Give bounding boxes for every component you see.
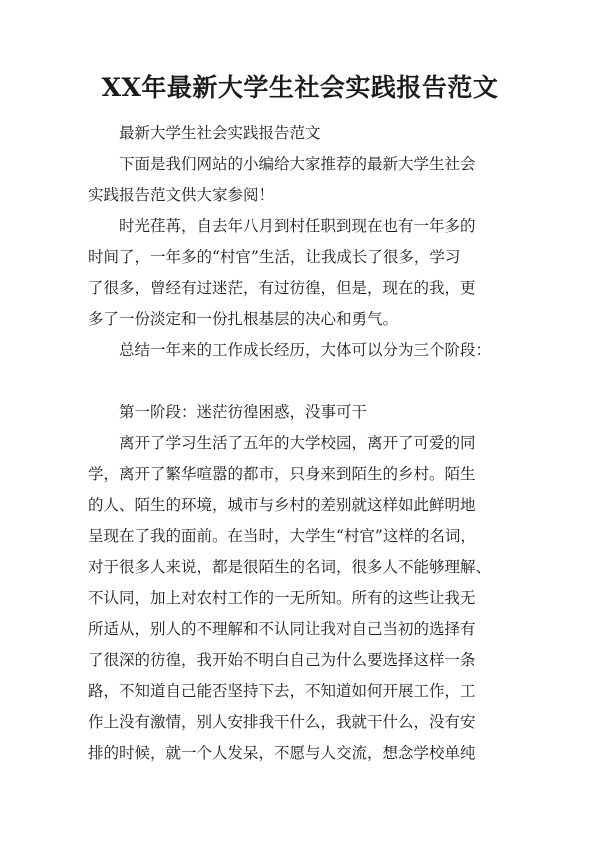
paragraph-summary xyxy=(88,335,506,366)
text-line: 的人、陌生的环境，城市与乡村的差别就这样如此鲜明地 xyxy=(88,496,476,514)
blank-line xyxy=(88,366,506,397)
text-line: 了很深的彷徨，我开始不明白自己为什么要选择这样一条 xyxy=(88,651,476,669)
text-line: 所适从，别人的不理解和不认同让我对自己当初的选择有 xyxy=(88,620,476,638)
text-line: 时间了，一年多的“村官”生活，让我成长了很多，学习 xyxy=(88,248,461,266)
text-line: 学，离开了繁华喧嚣的都市，只身来到陌生的乡村。陌生 xyxy=(88,465,476,483)
document-body xyxy=(88,118,506,769)
text-line: 作上没有激情，别人安排我干什么，我就干什么，没有安 xyxy=(88,713,476,731)
paragraph-reflection xyxy=(88,211,506,335)
text-line: 时光荏苒，自去年八月到村任职到现在也有一年多的 xyxy=(119,217,476,235)
text-line: 实践报告范文供大家参阅！ xyxy=(88,186,275,204)
document-title: XX年最新大学生社会实践报告范文 xyxy=(101,73,499,102)
text-line: 最新大学生社会实践报告范文 xyxy=(119,124,321,142)
paragraph-subtitle xyxy=(88,118,506,149)
text-line: 路，不知道自己能否坚持下去，不知道如何开展工作，工 xyxy=(88,682,476,700)
text-line: 第一阶段：迷茫彷徨困惑，没事可干 xyxy=(119,403,368,421)
text-line: 离开了学习生活了五年的大学校园，离开了可爱的同 xyxy=(119,434,476,452)
paragraph-intro xyxy=(88,149,506,211)
text-line: 下面是我们网站的小编给大家推荐的最新大学生社会 xyxy=(119,155,476,173)
text-line: 不认同，加上对农村工作的一无所知。所有的这些让我无 xyxy=(88,589,476,607)
text-line: 了很多，曾经有过迷茫，有过彷徨，但是，现在的我，更 xyxy=(88,279,476,297)
text-line: 排的时候，就一个人发呆，不愿与人交流，想念学校单纯 xyxy=(88,744,476,762)
text-line: 对于很多人来说，都是很陌生的名词，很多人不能够理解、 xyxy=(88,558,492,576)
text-line: 总结一年来的工作成长经历，大体可以分为三个阶段： xyxy=(119,341,492,359)
section-heading-stage-one xyxy=(88,397,506,428)
text-line: 多了一份淡定和一份扎根基层的决心和勇气。 xyxy=(88,310,399,328)
text-line: 呈现在了我的面前。在当时，大学生“村官”这样的名词， xyxy=(88,527,476,545)
paragraph-stage-one xyxy=(88,428,506,769)
